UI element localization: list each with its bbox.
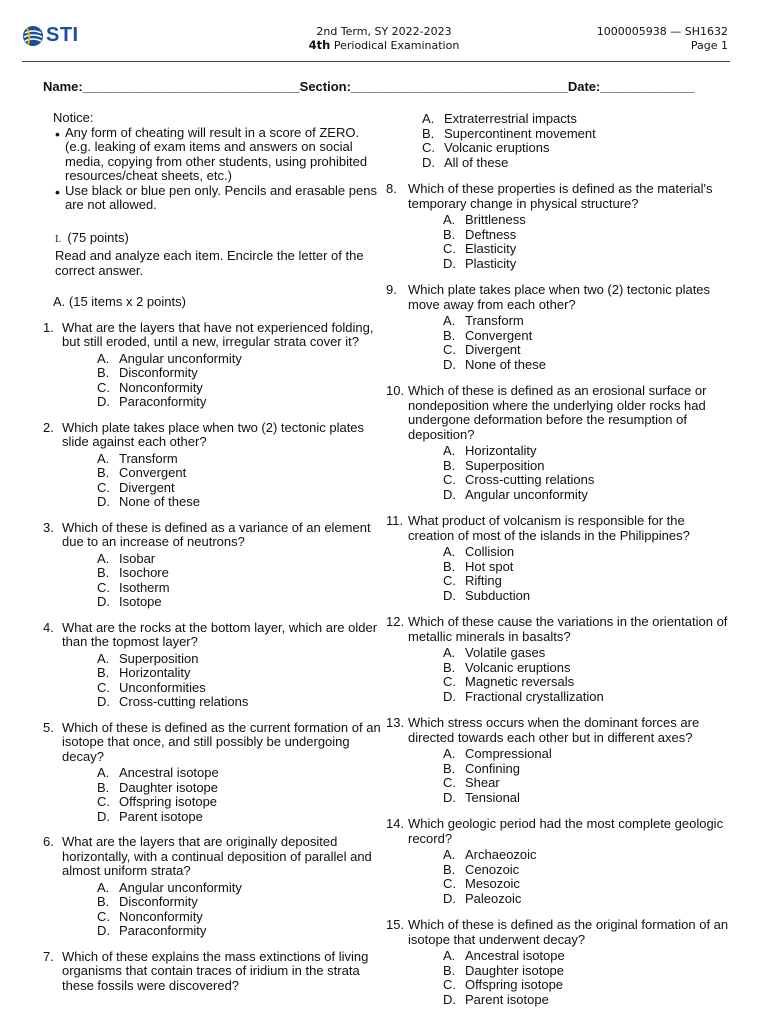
option-text: Horizontality xyxy=(465,443,537,458)
question-number: 8. xyxy=(386,181,397,196)
option-text: Mesozoic xyxy=(465,876,520,891)
answer-option[interactable] xyxy=(443,661,731,676)
section-heading xyxy=(55,231,383,248)
question-text: Which of these is defined as the current formation of an isotope that once, and still possibly be undergoing decay? xyxy=(62,719,381,764)
option-list xyxy=(443,545,731,603)
section-blank[interactable]: ______________________________ xyxy=(350,79,568,94)
answer-option[interactable] xyxy=(97,466,383,481)
option-list xyxy=(443,747,731,805)
option-letter: D. xyxy=(443,789,456,805)
question-number: 13. xyxy=(386,715,405,730)
answer-option[interactable] xyxy=(97,452,383,467)
option-letter: D. xyxy=(97,808,110,824)
option-letter: D. xyxy=(443,255,456,271)
exam-ordinal: 4th xyxy=(308,38,331,52)
question-number: 4. xyxy=(43,619,54,635)
option-text: None of these xyxy=(119,494,200,509)
option-text: Disconformity xyxy=(119,365,198,380)
option-letter: B. xyxy=(443,226,456,242)
option-letter: D. xyxy=(443,587,456,603)
option-letter: C. xyxy=(97,379,110,395)
option-letter: B. xyxy=(97,894,110,909)
part-heading: A. (15 items x 2 points) xyxy=(53,294,186,309)
option-letter: A. xyxy=(443,746,456,761)
answer-option[interactable] xyxy=(443,589,731,604)
option-text: Angular unconformity xyxy=(119,879,242,895)
section-numeral: I. xyxy=(55,234,62,245)
option-text: Daughter isotope xyxy=(465,962,565,978)
option-letter: A. xyxy=(443,544,456,559)
option-letter: D. xyxy=(443,486,456,502)
option-text: Supercontinent movement xyxy=(444,125,596,141)
page-number: Page 1 xyxy=(690,39,728,52)
question-text: Which of these properties is defined as the material's temporary change in physical structure? xyxy=(408,181,713,211)
right-column xyxy=(386,111,731,1007)
option-list xyxy=(97,452,383,510)
question-1 xyxy=(43,321,383,410)
section-points: (75 points) xyxy=(67,229,129,245)
option-letter: B. xyxy=(97,665,110,680)
option-letter: A. xyxy=(97,879,110,895)
option-list xyxy=(443,848,731,906)
option-letter: D. xyxy=(443,356,456,372)
option-text: Tensional xyxy=(465,789,520,805)
notice-title: Notice: xyxy=(53,110,94,125)
option-letter: D. xyxy=(97,394,110,409)
answer-option[interactable] xyxy=(443,444,731,459)
option-text: Rifting xyxy=(465,573,502,588)
question-2 xyxy=(43,421,383,510)
option-letter: A. xyxy=(422,111,435,126)
answer-option[interactable] xyxy=(97,881,383,896)
option-list xyxy=(443,314,731,372)
option-text: Brittleness xyxy=(465,212,526,227)
question-number: 9. xyxy=(386,282,397,297)
question-text: Which stress occurs when the dominant forces are directed towards each other but in different axes? xyxy=(408,715,700,745)
answer-option[interactable] xyxy=(97,795,383,810)
option-text: Nonconformity xyxy=(119,908,203,924)
question-number: 11. xyxy=(386,513,404,528)
option-text: Confining xyxy=(465,760,520,776)
option-letter: C. xyxy=(97,908,110,924)
option-letter: C. xyxy=(97,794,110,809)
option-text: Paleozoic xyxy=(465,890,522,906)
question-4 xyxy=(43,621,383,710)
option-text: Compressional xyxy=(465,746,552,761)
answer-option[interactable] xyxy=(97,681,383,696)
option-text: Divergent xyxy=(119,479,175,495)
answer-option[interactable] xyxy=(443,228,731,243)
option-list xyxy=(97,766,383,824)
answer-option[interactable] xyxy=(97,352,383,367)
question-text: Which of these is defined as a variance of an element due to an increase of neutrons? xyxy=(62,519,371,549)
answer-option[interactable] xyxy=(97,381,383,396)
exam-name: Periodical Examination xyxy=(333,39,460,52)
option-letter: A. xyxy=(443,645,456,660)
option-text: Angular unconformity xyxy=(465,486,588,502)
option-letter: A. xyxy=(97,450,110,466)
answer-option[interactable] xyxy=(97,810,383,825)
option-text: Parent isotope xyxy=(119,808,203,824)
question-number: 10. xyxy=(386,383,405,398)
question-number: 14. xyxy=(386,816,405,831)
option-letter: A. xyxy=(443,443,456,458)
answer-option[interactable] xyxy=(97,695,383,710)
answer-option[interactable] xyxy=(443,892,731,907)
option-letter: B. xyxy=(443,861,456,877)
option-list xyxy=(443,646,731,704)
option-letter: B. xyxy=(443,962,456,978)
option-letter: C. xyxy=(443,977,456,992)
name-label: Name: xyxy=(43,79,83,94)
notice-block xyxy=(53,111,383,213)
answer-option[interactable] xyxy=(443,358,731,373)
option-letter: D. xyxy=(443,991,456,1007)
option-text: Magnetic reversals xyxy=(465,674,575,689)
option-text: Offspring isotope xyxy=(119,794,218,809)
option-list xyxy=(97,552,383,610)
left-column xyxy=(43,111,383,993)
question-text: What are the layers that have not experienced folding, but still eroded, until a new, irregular strata cover it? xyxy=(62,319,374,349)
term-line: 2nd Term, SY 2022-2023 xyxy=(316,25,452,38)
option-letter: C. xyxy=(97,479,110,495)
option-letter: B. xyxy=(443,327,456,343)
option-letter: B. xyxy=(97,465,110,480)
option-text: Isotope xyxy=(119,594,162,609)
answer-option[interactable] xyxy=(443,646,731,661)
question-3 xyxy=(43,521,383,610)
option-letter: D. xyxy=(443,890,456,906)
question-5 xyxy=(43,721,383,825)
answer-option[interactable] xyxy=(443,690,731,705)
answer-option[interactable] xyxy=(97,895,383,910)
question-number: 7. xyxy=(43,948,54,964)
option-text: Ancestral isotope xyxy=(465,948,565,963)
answer-option[interactable] xyxy=(97,781,383,796)
answer-option[interactable] xyxy=(443,863,731,878)
answer-option[interactable] xyxy=(97,666,383,681)
option-list xyxy=(97,881,383,939)
question-number: 15. xyxy=(386,917,405,932)
option-text: Offspring isotope xyxy=(465,977,564,992)
option-text: Plasticity xyxy=(465,255,517,271)
option-text: Superposition xyxy=(465,457,545,473)
answer-option[interactable] xyxy=(443,776,731,791)
answer-option[interactable] xyxy=(97,766,383,781)
question-text: Which plate takes place when two (2) tectonic plates slide against each other? xyxy=(62,419,365,449)
page-header xyxy=(0,0,768,62)
option-letter: A. xyxy=(443,313,456,328)
notice-bullet: • Any form of cheating will result in a score of ZERO. (e.g. leaking of exam items and answers on social media, copying from other students, using prohibited resources/cheat sheets, etc.) xyxy=(55,126,383,184)
answer-option[interactable] xyxy=(443,473,731,488)
instructions: Read and analyze each item. Encircle the letter of the correct answer. xyxy=(55,248,364,278)
question-10 xyxy=(386,384,731,502)
question-number: 12. xyxy=(386,614,405,629)
question-text: Which of these cause the variations in the orientation of metallic minerals in basalts? xyxy=(408,614,728,644)
option-letter: C. xyxy=(443,775,456,790)
answer-option[interactable] xyxy=(443,877,731,892)
option-text: Paraconformity xyxy=(119,923,207,938)
answer-option[interactable] xyxy=(97,495,383,510)
date-label: Date: xyxy=(567,79,601,94)
option-text: Cross-cutting relations xyxy=(465,472,595,487)
option-letter: D. xyxy=(97,694,110,709)
answer-option[interactable] xyxy=(443,459,731,474)
option-letter: B. xyxy=(443,659,456,675)
question-number: 5. xyxy=(43,719,54,735)
answer-option[interactable] xyxy=(443,213,731,228)
answer-option[interactable] xyxy=(97,924,383,939)
answer-option[interactable] xyxy=(443,993,731,1008)
option-text: Superposition xyxy=(119,650,199,666)
option-letter: A. xyxy=(443,847,456,862)
option-text: Hot spot xyxy=(465,558,514,574)
answer-option[interactable] xyxy=(443,560,731,575)
question-text: Which of these explains the mass extinctions of living organisms that contain traces of iridium in the strata these fossils were discovered? xyxy=(62,948,369,993)
answer-option[interactable] xyxy=(443,488,731,503)
option-text: Elasticity xyxy=(465,241,517,256)
answer-option[interactable] xyxy=(443,675,731,690)
option-text: Divergent xyxy=(465,342,521,357)
option-text: Cross-cutting relations xyxy=(119,694,249,709)
option-letter: D. xyxy=(422,154,435,170)
option-letter: B. xyxy=(422,125,435,141)
option-list xyxy=(97,652,383,710)
answer-option[interactable] xyxy=(443,747,731,762)
document-code: 1000005938 — SH1632 xyxy=(596,25,728,38)
answer-option[interactable] xyxy=(443,978,731,993)
option-letter: B. xyxy=(443,558,456,574)
answer-option[interactable] xyxy=(443,343,731,358)
answer-option[interactable] xyxy=(422,112,731,127)
name-blank[interactable]: ______________________________ xyxy=(82,79,300,94)
option-letter: D. xyxy=(97,594,110,609)
answer-option[interactable] xyxy=(443,574,731,589)
question-text: What are the layers that are originally deposited horizontally, with a continual deposition of parallel and almost uniform strata? xyxy=(62,834,372,878)
option-letter: C. xyxy=(97,679,110,695)
question-text: Which plate takes place when two (2) tectonic plates move away from each other? xyxy=(408,282,711,312)
option-text: Transform xyxy=(465,313,524,328)
option-letter: C. xyxy=(443,876,456,891)
question-11 xyxy=(386,514,731,603)
question-text: Which geologic period had the most complete geologic record? xyxy=(408,816,724,846)
header-divider xyxy=(22,61,730,62)
date-blank[interactable]: _____________ xyxy=(600,79,695,94)
answer-option[interactable] xyxy=(97,595,383,610)
question-text: Which of these is defined as an erosional surface or nondeposition where the underlying older rocks had undergone deformation before the resumption of deposition? xyxy=(408,383,707,442)
option-letter: A. xyxy=(97,550,110,566)
answer-option[interactable] xyxy=(422,127,731,142)
question-number: 2. xyxy=(43,419,54,435)
question-7-options-continued xyxy=(386,112,731,170)
answer-option[interactable] xyxy=(97,581,383,596)
option-letter: A. xyxy=(97,650,110,666)
question-6 xyxy=(43,835,383,939)
question-number: 1. xyxy=(43,319,54,335)
question-14 xyxy=(386,817,731,906)
option-list xyxy=(443,949,731,1007)
option-text: Convergent xyxy=(119,465,187,480)
option-text: All of these xyxy=(444,154,509,170)
option-text: Angular unconformity xyxy=(119,350,242,366)
logo-text: STI xyxy=(46,24,79,46)
answer-option[interactable] xyxy=(443,848,731,863)
option-text: Shear xyxy=(465,775,500,790)
answer-option[interactable] xyxy=(97,395,383,410)
option-letter: C. xyxy=(443,241,456,256)
question-12 xyxy=(386,615,731,704)
question-text: What are the rocks at the bottom layer, which are older than the topmost layer? xyxy=(62,619,378,649)
answer-option[interactable] xyxy=(97,652,383,667)
question-8 xyxy=(386,182,731,271)
option-letter: D. xyxy=(97,494,110,509)
option-text: Convergent xyxy=(465,327,533,343)
answer-option[interactable] xyxy=(443,242,731,257)
option-letter: D. xyxy=(97,923,110,938)
option-text: Subduction xyxy=(465,587,531,603)
option-letter: B. xyxy=(443,457,456,473)
question-9 xyxy=(386,283,731,372)
option-text: Unconformities xyxy=(119,679,206,695)
option-letter: C. xyxy=(97,579,110,595)
exam-title xyxy=(0,38,768,52)
answer-option[interactable] xyxy=(443,791,731,806)
option-text: Transform xyxy=(119,450,178,466)
option-letter: D. xyxy=(443,688,456,704)
question-13 xyxy=(386,716,731,805)
notice-bullet: • Use black or blue pen only. Pencils and erasable pens are not allowed. xyxy=(55,184,383,213)
option-text: Paraconformity xyxy=(119,394,207,409)
answer-option[interactable] xyxy=(443,257,731,272)
option-text: Archaeozoic xyxy=(465,847,537,862)
option-text: Isotherm xyxy=(119,579,170,595)
option-letter: B. xyxy=(97,565,110,580)
answer-option[interactable] xyxy=(443,762,731,777)
question-7 xyxy=(43,950,383,994)
option-text: Isochore xyxy=(119,565,169,580)
option-letter: B. xyxy=(97,365,110,380)
option-text: Nonconformity xyxy=(119,379,203,395)
option-letter: C. xyxy=(443,674,456,689)
option-text: Volatile gases xyxy=(465,645,546,660)
option-letter: C. xyxy=(443,472,456,487)
answer-option[interactable] xyxy=(97,481,383,496)
option-list xyxy=(422,112,731,170)
option-text: Volcanic eruptions xyxy=(444,140,550,155)
question-text: What product of volcanism is responsible for the creation of most of the islands in the Philippines? xyxy=(408,513,690,543)
answer-option[interactable] xyxy=(97,910,383,925)
option-text: None of these xyxy=(465,356,546,372)
answer-option[interactable] xyxy=(422,156,731,171)
option-text: Volcanic eruptions xyxy=(465,659,571,675)
option-text: Daughter isotope xyxy=(119,779,219,795)
option-letter: A. xyxy=(443,948,456,963)
option-letter: A. xyxy=(97,350,110,366)
option-letter: C. xyxy=(443,342,456,357)
section-label: Section: xyxy=(299,79,351,94)
answer-option[interactable] xyxy=(97,552,383,567)
option-letter: B. xyxy=(97,779,110,795)
option-text: Parent isotope xyxy=(465,991,549,1007)
answer-option[interactable] xyxy=(97,566,383,581)
answer-option[interactable] xyxy=(443,949,731,964)
option-text: Disconformity xyxy=(119,894,198,909)
option-text: Isobar xyxy=(119,550,156,566)
option-text: Horizontality xyxy=(119,665,191,680)
question-text: Which of these is defined as the original formation of an isotope that underwent decay? xyxy=(408,917,729,947)
answer-option[interactable] xyxy=(443,964,731,979)
question-number: 6. xyxy=(43,834,54,849)
answer-option[interactable] xyxy=(443,314,731,329)
answer-option[interactable] xyxy=(443,329,731,344)
option-text: Extraterrestrial impacts xyxy=(444,111,577,126)
answer-option[interactable] xyxy=(97,366,383,381)
option-text: Collision xyxy=(465,544,515,559)
option-list xyxy=(443,213,731,271)
question-number: 3. xyxy=(43,519,54,535)
option-text: Ancestral isotope xyxy=(119,765,219,780)
option-letter: A. xyxy=(443,212,456,227)
answer-option[interactable] xyxy=(422,141,731,156)
option-list xyxy=(97,352,383,410)
student-info-line xyxy=(43,79,694,94)
option-letter: A. xyxy=(97,765,110,780)
option-letter: C. xyxy=(422,140,435,155)
option-letter: B. xyxy=(443,760,456,776)
option-text: Fractional crystallization xyxy=(465,688,604,704)
answer-option[interactable] xyxy=(443,545,731,560)
question-15 xyxy=(386,918,731,1007)
option-text: Deftness xyxy=(465,226,517,242)
option-text: Cenozoic xyxy=(465,861,520,877)
option-letter: C. xyxy=(443,573,456,588)
option-list xyxy=(443,444,731,502)
